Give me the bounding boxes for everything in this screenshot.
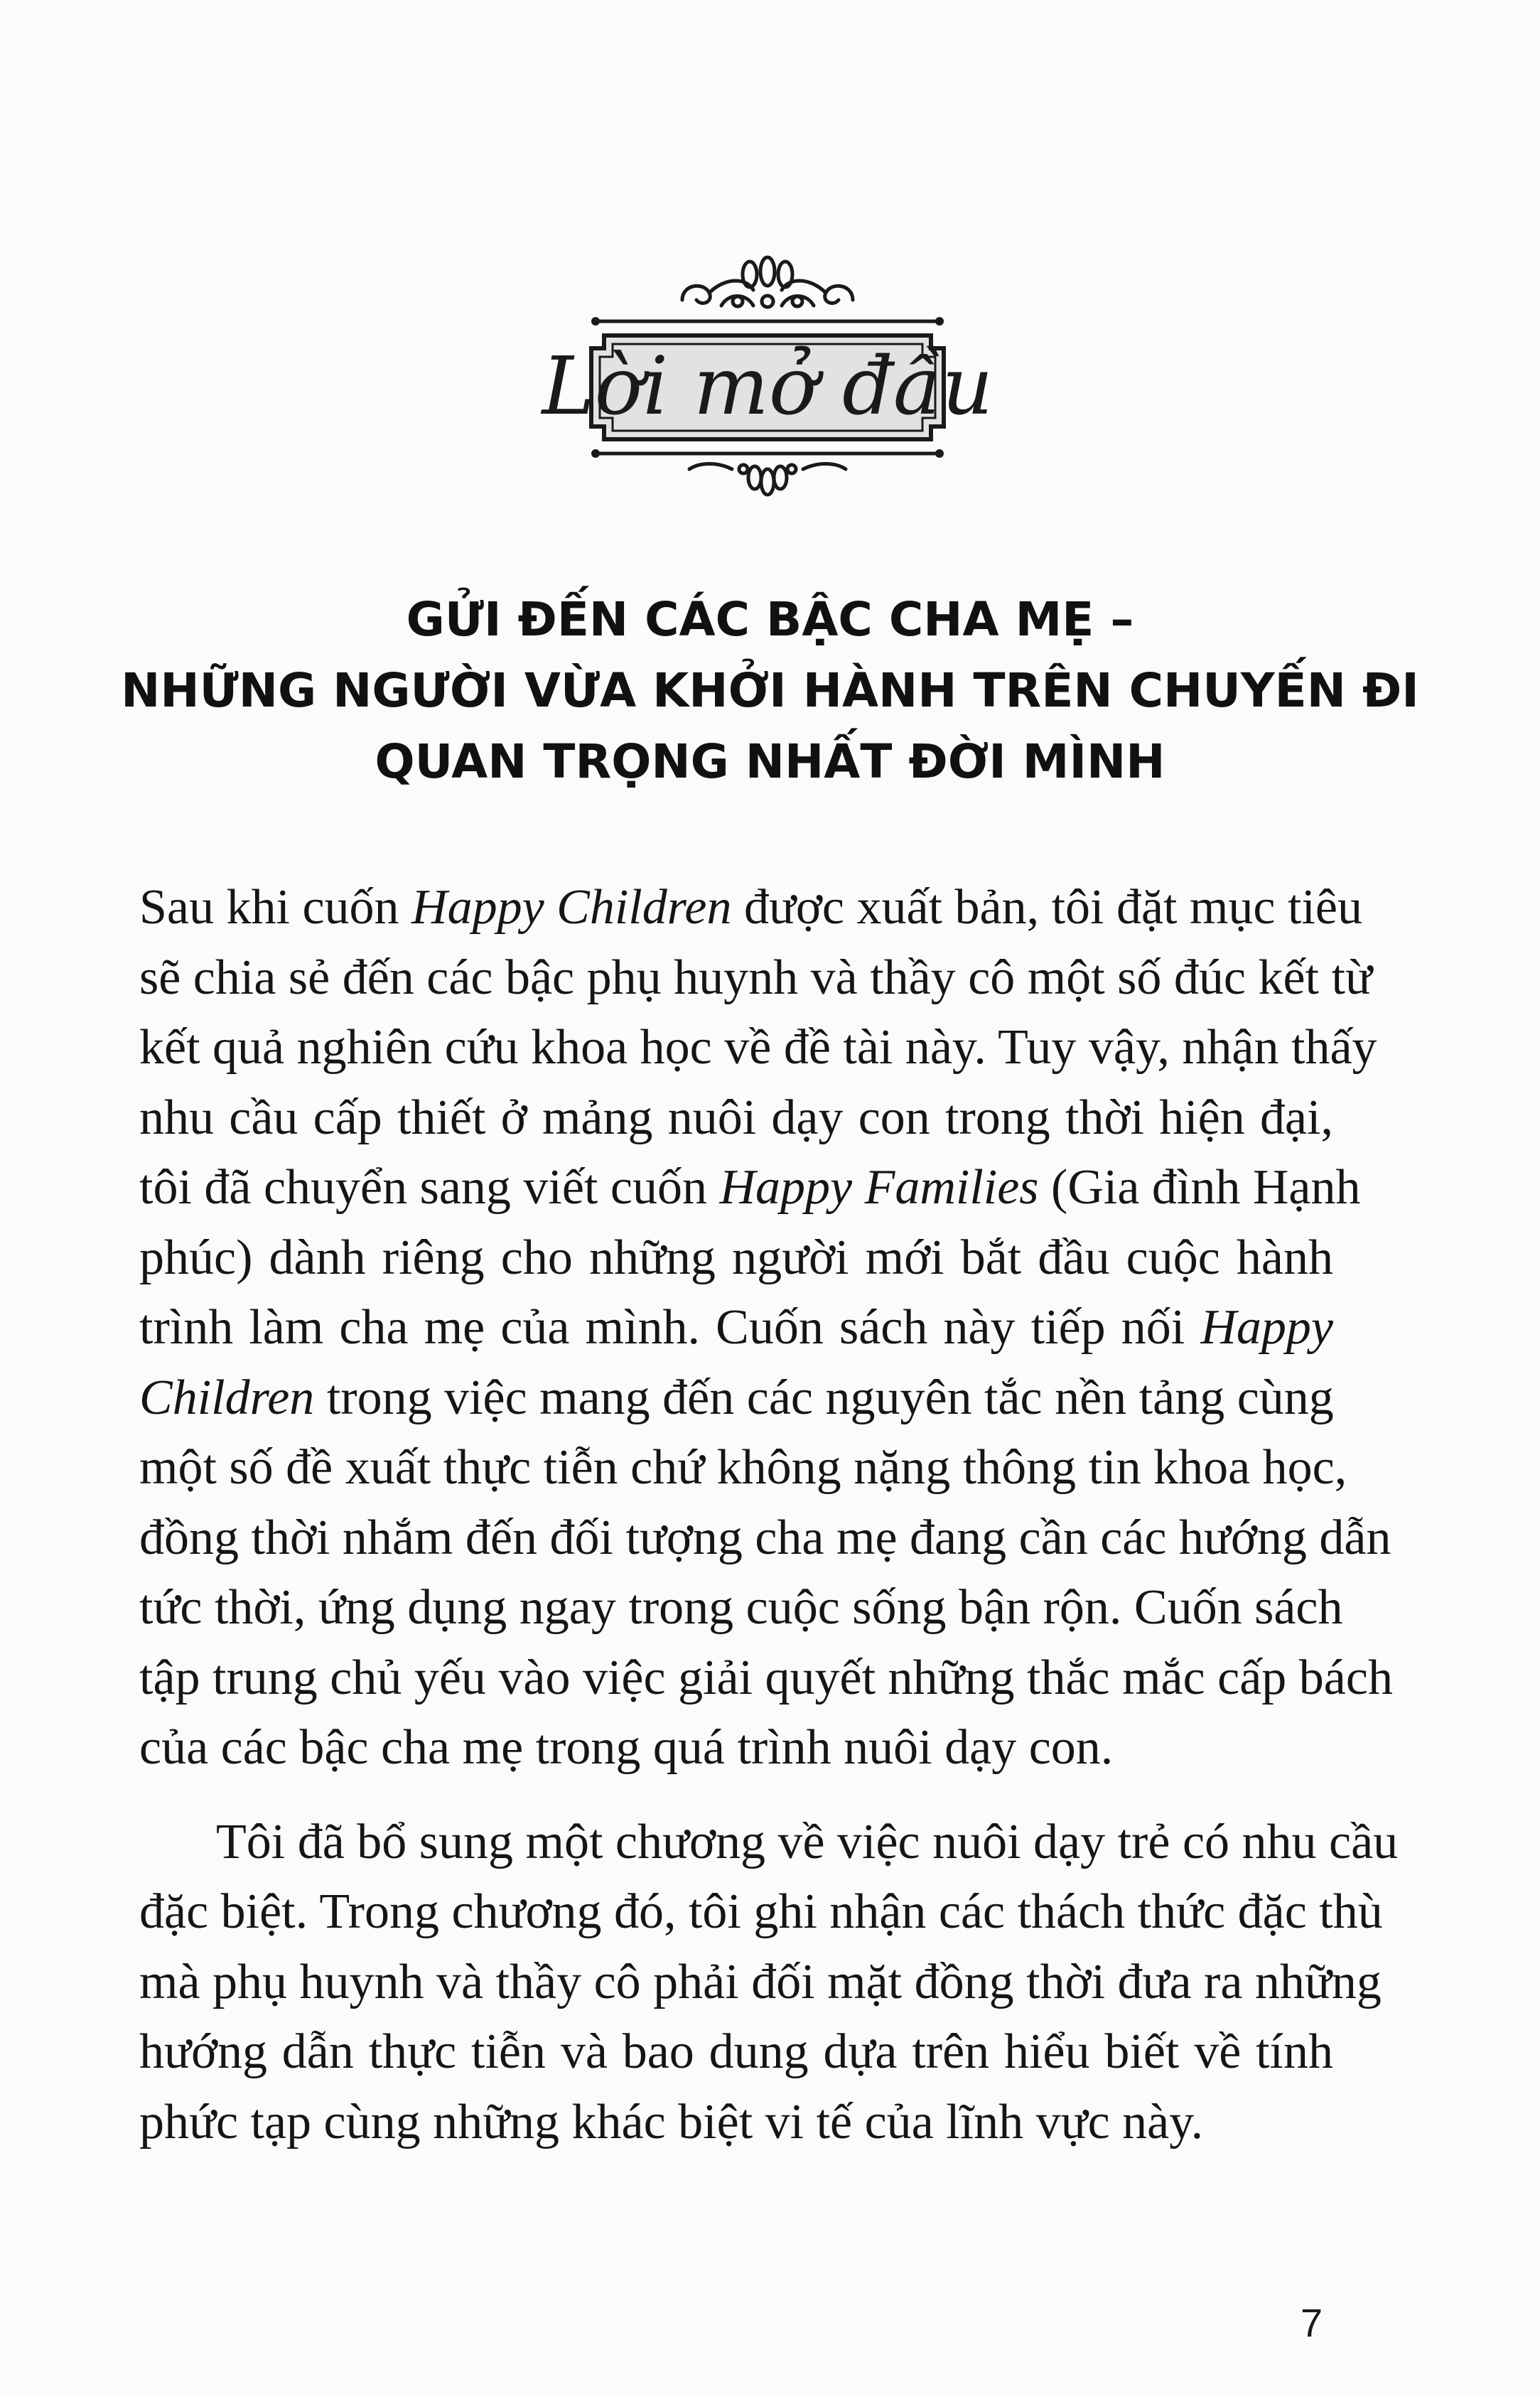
paragraph-2-line-5: phức tạp cùng những khác biệt vi tế của lĩnh vực này.	[139, 2094, 1204, 2149]
paragraph-1-line-2: sẽ chia sẻ đến các bậc phụ huynh và thầy cô một số đúc kết từ	[139, 950, 1372, 1005]
book-title-happy-children: Happy Children	[411, 880, 732, 935]
paragraph-1-line-1	[139, 873, 1362, 943]
chapter-title: Lời mở đầu	[542, 340, 994, 433]
paragraph-1-line-9: một số đề xuất thực tiễn chứ không nặng thông tin khoa học,	[139, 1440, 1347, 1495]
text-run: trong việc mang đến các nguyên tắc nền tảng cùng	[314, 1370, 1334, 1425]
paragraph-2-line-4: hướng dẫn thực tiễn và bao dung dựa trên hiểu biết về tính	[139, 2024, 1333, 2079]
book-title-happy-families: Happy Families	[719, 1160, 1039, 1215]
paragraph-1-line-12: tập trung chủ yếu vào việc giải quyết những thắc mắc cấp bách	[139, 1650, 1393, 1705]
text-run: tôi đã chuyển sang viết cuốn	[139, 1160, 720, 1215]
paragraph-1-line-11: tức thời, ứng dụng ngay trong cuộc sống bận rộn. Cuốn sách	[139, 1580, 1343, 1635]
paragraph-1-line-13: của các bậc cha mẹ trong quá trình nuôi dạy con.	[139, 1720, 1114, 1775]
text-run: Sau khi cuốn	[139, 880, 412, 935]
paragraph-2-line-2: đặc biệt. Trong chương đó, tôi ghi nhận các thách thức đặc thù	[139, 1884, 1383, 1939]
paragraph-2	[139, 1808, 1399, 2158]
chapter-emblem	[542, 256, 994, 505]
book-title-children: Children	[139, 1370, 315, 1425]
book-title-happy: Happy	[1200, 1300, 1333, 1355]
paragraph-1-line-7	[139, 1293, 1333, 1363]
paragraph-2-line-1: Tôi đã bổ sung một chương về việc nuôi dạy trẻ có nhu cầu	[216, 1814, 1399, 1869]
headline-line-2: NHỮNG NGƯỜI VỪA KHỞI HÀNH TRÊN CHUYẾN ĐI	[121, 663, 1419, 718]
section-headline	[99, 584, 1441, 798]
paragraph-1-line-5	[139, 1153, 1361, 1223]
headline-line-3: QUAN TRỌNG NHẤT ĐỜI MÌNH	[375, 734, 1165, 789]
text-run: được xuất bản, tôi đặt mục tiêu	[731, 880, 1362, 935]
text-run: trình làm cha mẹ của mình. Cuốn sách này tiếp nối	[139, 1300, 1201, 1355]
top-flourish-icon	[682, 257, 853, 307]
headline-line-1: GỬI ĐẾN CÁC BẬC CHA MẸ –	[406, 592, 1134, 647]
paragraph-1-line-6: phúc) dành riêng cho những người mới bắt đầu cuộc hành	[139, 1230, 1333, 1285]
paragraph-2-line-3: mà phụ huynh và thầy cô phải đối mặt đồng thời đưa ra những	[139, 1954, 1382, 2009]
page-number: 7	[1301, 2300, 1323, 2345]
paragraph-1	[139, 873, 1393, 1783]
bottom-flourish-icon	[689, 464, 846, 495]
text-run: (Gia đình Hạnh	[1038, 1160, 1361, 1215]
ornamental-frame-icon	[542, 256, 994, 505]
body-text	[139, 873, 1399, 2157]
paragraph-1-line-10: đồng thời nhắm đến đối tượng cha mẹ đang cần các hướng dẫn	[139, 1510, 1391, 1565]
paragraph-1-line-4: nhu cầu cấp thiết ở mảng nuôi dạy con trong thời hiện đại,	[139, 1090, 1333, 1145]
paragraph-1-line-8	[139, 1363, 1333, 1434]
paragraph-1-line-3: kết quả nghiên cứu khoa học về đề tài này. Tuy vậy, nhận thấy	[139, 1020, 1377, 1075]
